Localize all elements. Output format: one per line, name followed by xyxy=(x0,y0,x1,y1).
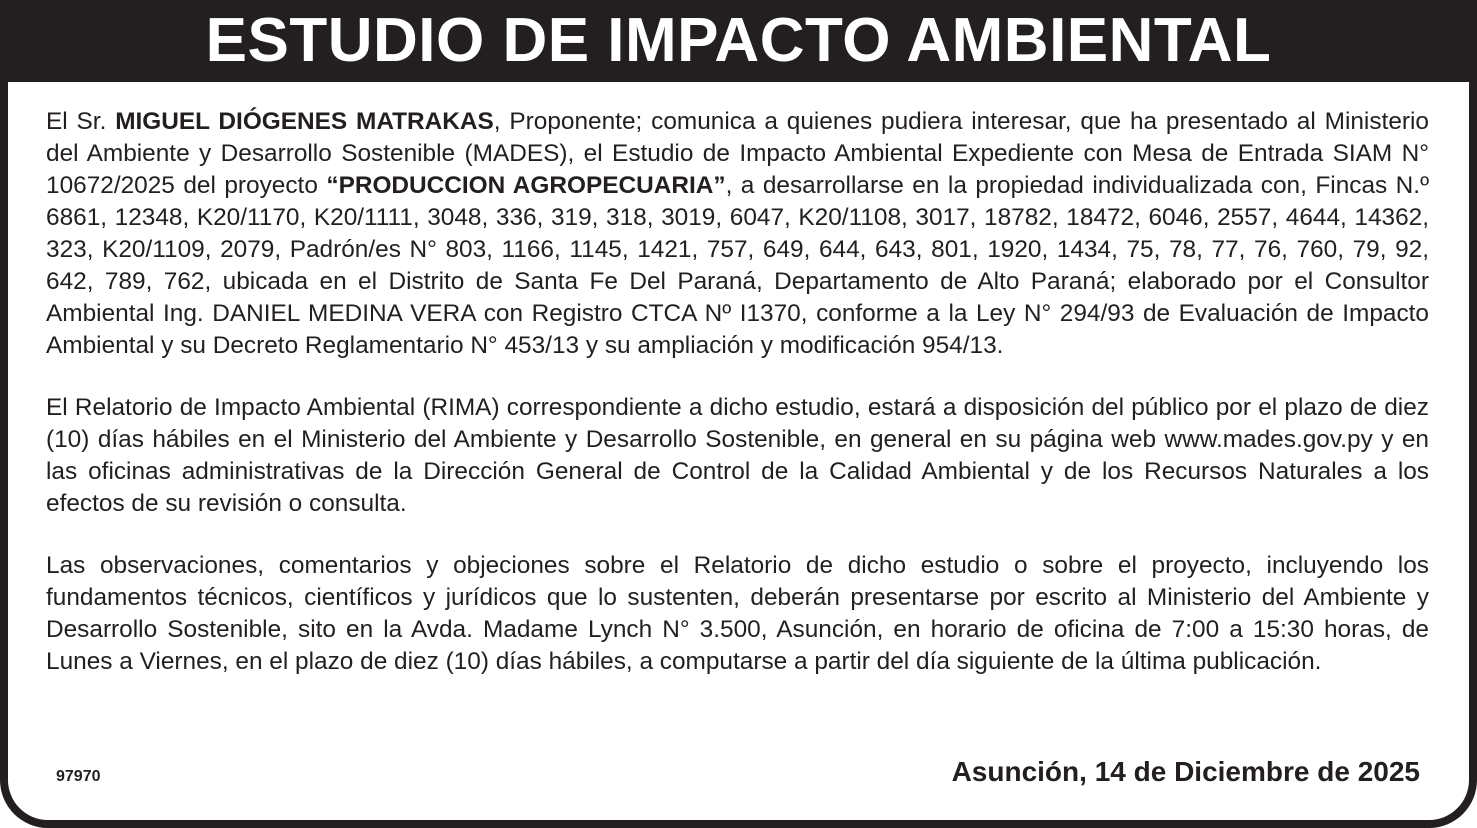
property-details-text: , a desarrollarse en la propiedad individualizada con, Fincas N.º 6861, 12348, K20/1170, K20/1111, 3048, 336, 319, 318, 3019, 6047, K20/1108, 3017, 18782, 18472, 6046, 2557, 4644, 14362, 323, K20/1109, 2079, Padrón/es N° 803, 1166, 1145, 1421, 757, 649, 644, 643, 801, 1920, 1434, 75, 78, 77, 76, 760, 79, 92, 642, 789, 762, ubicada en el Distrito de Santa Fe Del Paraná, Departamento de Alto Paraná; elaborado por el Consultor Ambiental Ing. DANIEL MEDINA VERA con Registro CTCA Nº I1370, conforme a la Ley N° 294/93 de Evaluación de Impacto Ambiental y su Decreto Reglamentario N° 453/13 y su ampliación y modificación 954/13. xyxy=(46,172,1429,359)
announcement-text: , Proponente; comunica a quienes pudiera interesar, que ha presentado al Ministerio del Ambiente y Desarrollo Sostenible (MADES), el Estudio de Impacto Ambiental Expediente con Mesa de Entrada SIAM N° 10672/2025 del proyecto xyxy=(46,108,1429,199)
proponent-name: MIGUEL DIÓGENES MATRAKAS xyxy=(115,108,494,135)
paragraph-observations: Las observaciones, comentarios y objeciones sobre el Relatorio de dicho estudio o sobre el proyecto, incluyendo los fundamentos técnicos, científicos y jurídicos que lo sustenten, deberán presentarse por escrito al Ministerio del Ambiente y Desarrollo Sostenible, sito en la Avda. Madame Lynch N° 3.500, Asunción, en horario de oficina de 7:00 a 15:30 horas, de Lunes a Viernes, en el plazo de diez (10) días hábiles, a computarse a partir del día siguiente de la última publicación. xyxy=(46,552,1429,675)
intro-text: El Sr. xyxy=(46,108,116,135)
paragraph-announcement xyxy=(46,106,1429,362)
project-name: “PRODUCCION AGROPECUARIA” xyxy=(326,172,726,199)
paragraph-rima: El Relatorio de Impacto Ambiental (RIMA) correspondiente a dicho estudio, estará a disposición del público por el plazo de diez (10) días hábiles en el Ministerio del Ambiente y Desarrollo Sostenible, en general en su página web www.mades.gov.py y en las oficinas administrativas de la Dirección General de Control de la Calidad Ambiental y de los Recursos Naturales a los efectos de su revisión o consulta. xyxy=(46,394,1429,517)
notice-title: ESTUDIO DE IMPACTO AMBIENTAL xyxy=(0,0,1477,82)
ad-code: 97970 xyxy=(56,768,101,785)
notice-body xyxy=(46,106,1429,708)
date-line: Asunción, 14 de Diciembre de 2025 xyxy=(951,756,1420,787)
